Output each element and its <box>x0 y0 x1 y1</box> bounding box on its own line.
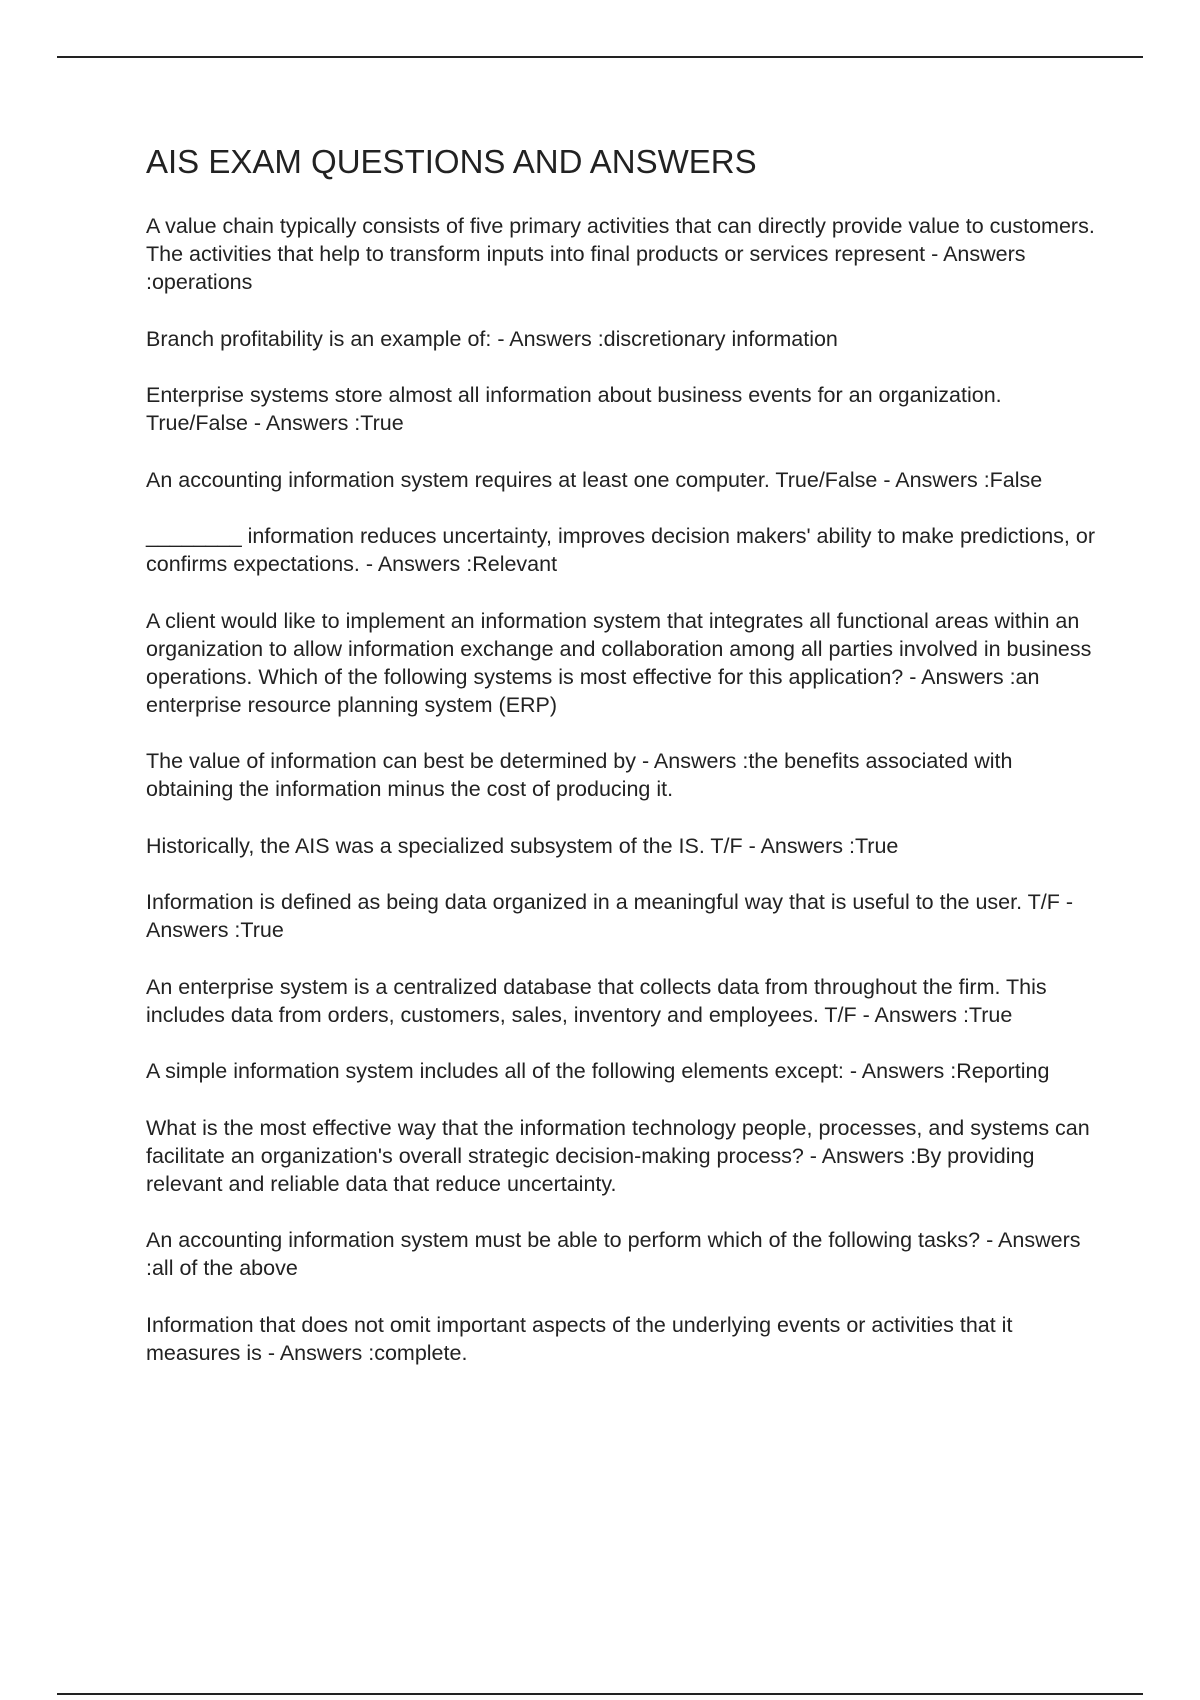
qa-item-14: Information that does not omit important aspects of the underlying events or activities that it measures is - Answers :complete. <box>146 1312 1013 1365</box>
qa-item-12: What is the most effective way that the information technology people, processes, and systems can facilitate an organization's overall strategic decision-making process? - Answers :By providing relevant and reliable data that reduce uncertainty. <box>146 1115 1090 1196</box>
qa-item-5: ________ information reduces uncertainty, improves decision makers' ability to make predictions, or confirms expectations. - Answers :Relevant <box>146 524 1095 576</box>
qa-item-13: An accounting information system must be able to perform which of the following tasks? - Answers :all of the above <box>146 1228 1081 1280</box>
document-body <box>146 140 1096 1395</box>
qa-item-10: An enterprise system is a centralized database that collects data from throughout the firm. This includes data from orders, customers, sales, inventory and employees. T/F - Answers :True <box>146 974 1047 1027</box>
qa-item-8: Historically, the AIS was a specialized subsystem of the IS. T/F - Answers :True <box>146 833 899 858</box>
qa-item-9: Information is defined as being data organized in a meaningful way that is useful to the user. T/F - Answers :True <box>146 890 1074 942</box>
qa-item-2: Branch profitability is an example of: - Answers :discretionary information <box>146 326 838 351</box>
qa-item-1: A value chain typically consists of five primary activities that can directly provide value to customers. The activities that help to transform inputs into final products or services represent - Answers :operations <box>146 214 1095 294</box>
qa-item-7: The value of information can best be determined by - Answers :the benefits associated with obtaining the information minus the cost of producing it. <box>146 749 1013 801</box>
qa-item-3: Enterprise systems store almost all information about business events for an organization. True/False - Answers :True <box>146 383 1002 435</box>
qa-item-11: A simple information system includes all of the following elements except: - Answers :Reporting <box>146 1059 1050 1083</box>
bottom-rule <box>57 1693 1143 1695</box>
qa-item-4: An accounting information system requires at least one computer. True/False - Answers :False <box>146 467 1043 492</box>
page-title: AIS EXAM QUESTIONS AND ANSWERS <box>146 143 757 180</box>
top-rule <box>57 56 1143 58</box>
qa-item-6: A client would like to implement an information system that integrates all functional areas within an organization to allow information exchange and collaboration among all parties involved in business operations. Which of the following systems is most effective for this application? - Answers :an enterprise resource planning system (ERP) <box>146 608 1092 717</box>
